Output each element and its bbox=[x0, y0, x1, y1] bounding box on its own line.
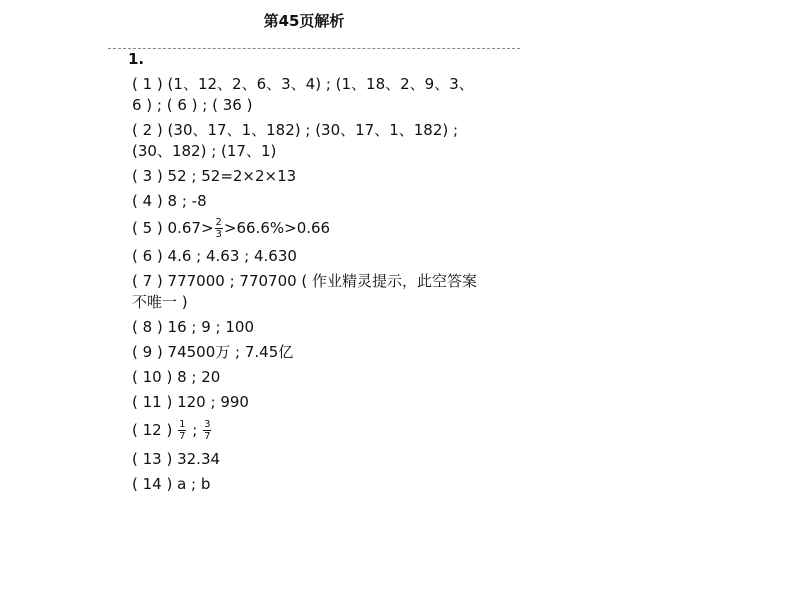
answer-12-separator: ; bbox=[187, 421, 203, 439]
answer-1-line-2: 6 ) ; ( 6 ) ; ( 36 ) bbox=[132, 96, 253, 114]
fraction-three-sevenths bbox=[203, 419, 211, 442]
answer-5-suffix: >66.6%>0.66 bbox=[223, 219, 331, 237]
answer-2-line-2: (30、182) ; (17、1) bbox=[132, 142, 277, 160]
answer-6: ( 6 ) 4.6 ; 4.63 ; 4.630 bbox=[132, 247, 297, 265]
page-title: 第45页解析 bbox=[263, 12, 345, 30]
answer-5 bbox=[132, 217, 330, 240]
fraction-one-seventh bbox=[178, 419, 186, 442]
fraction-two-thirds bbox=[215, 217, 223, 240]
fraction-numerator: 3 bbox=[204, 419, 211, 430]
answer-12 bbox=[132, 419, 212, 442]
answer-7-line-1: ( 7 ) 777000 ; 770700 ( 作业精灵提示，此空答案 bbox=[132, 272, 478, 290]
answer-1-line-1: ( 1 ) (1、12、2、6、3、4) ; (1、18、2、9、3、 bbox=[132, 75, 474, 93]
fraction-denominator: 3 bbox=[215, 229, 222, 240]
fraction-numerator: 2 bbox=[215, 217, 222, 228]
answer-10: ( 10 ) 8 ; 20 bbox=[132, 368, 221, 386]
answer-13: ( 13 ) 32.34 bbox=[132, 450, 221, 468]
fraction-denominator: 7 bbox=[204, 431, 211, 442]
answer-4: ( 4 ) 8 ; -8 bbox=[132, 192, 207, 210]
answer-9: ( 9 ) 74500万 ; 7.45亿 bbox=[132, 343, 294, 361]
fraction-denominator: 7 bbox=[179, 431, 186, 442]
answer-7-line-2: 不唯一 ) bbox=[132, 293, 188, 311]
answer-11: ( 11 ) 120 ; 990 bbox=[132, 393, 249, 411]
question-number: 1. bbox=[128, 50, 145, 68]
dashed-divider bbox=[108, 48, 520, 49]
answer-8: ( 8 ) 16 ; 9 ; 100 bbox=[132, 318, 254, 336]
answer-12-prefix: ( 12 ) bbox=[132, 421, 178, 439]
answer-5-prefix: ( 5 ) 0.67> bbox=[132, 219, 214, 237]
answer-14: ( 14 ) a ; b bbox=[132, 475, 211, 493]
answer-3: ( 3 ) 52 ; 52=2×2×13 bbox=[132, 167, 297, 185]
answer-2-line-1: ( 2 ) (30、17、1、182) ; (30、17、1、182) ; bbox=[132, 121, 459, 139]
fraction-numerator: 1 bbox=[179, 419, 186, 430]
